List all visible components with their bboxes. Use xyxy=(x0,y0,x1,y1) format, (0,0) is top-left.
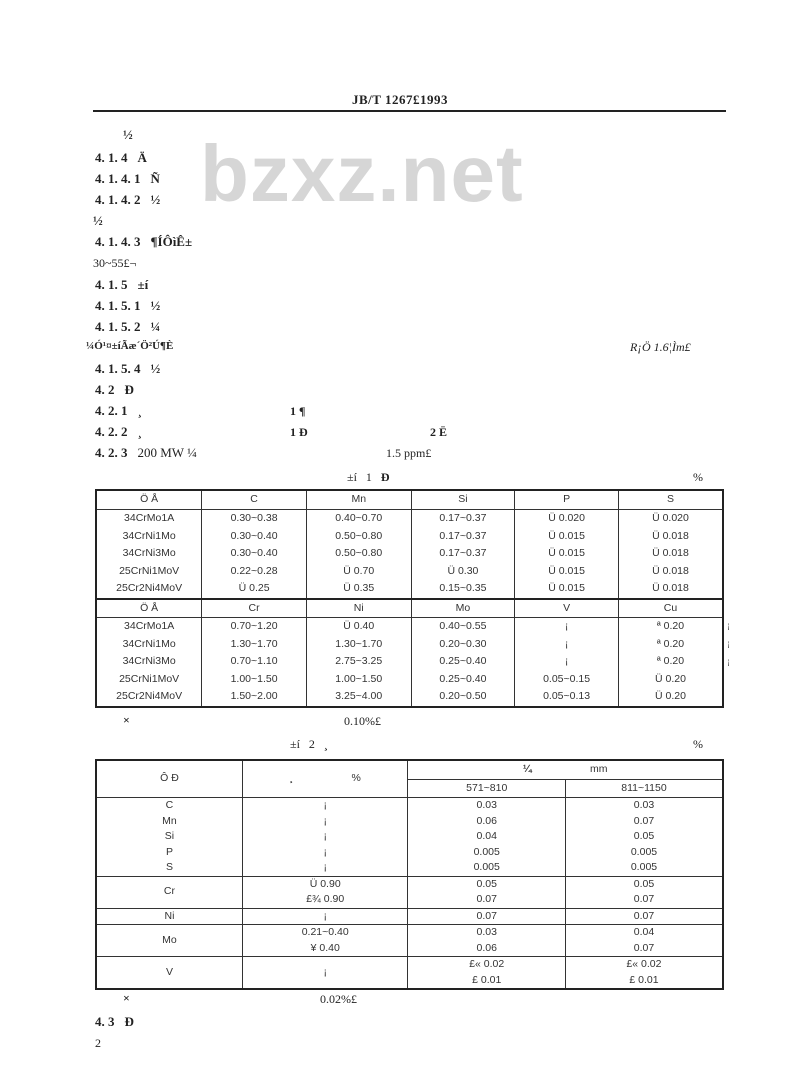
section-4-2: 4. 2 Ð xyxy=(95,382,134,397)
table1-unit: % xyxy=(693,470,703,484)
table-row: 25Cr2Ni4MoV 1.50~2.00 3.25~4.00 0.20~0.50 0.05~0.13 Ü 0.20 xyxy=(96,688,723,707)
table-row: 25CrNi1MoV 1.00~1.50 1.00~1.50 0.25~0.40 0.05~0.15 Ü 0.20 xyxy=(96,671,723,689)
text-line: ¼Ó¹¤±íÃæ´Ö²Ú¶È xyxy=(86,340,174,352)
table-row: Ni ¡ 0.07 0.07 xyxy=(96,908,723,925)
table-row: 25CrNi1MoV 0.22~0.28 Ü 0.70 Ü 0.30 Ü 0.015 Ü 0.018 xyxy=(96,563,723,581)
section-4-2-1: 4. 2. 1 ¸ xyxy=(95,403,142,418)
edge-mark: ¡ xyxy=(727,620,730,630)
table-row: Cr Ü 0.90 0.05 0.05 xyxy=(96,876,723,892)
section-4-3: 4. 3 Ð xyxy=(95,1014,134,1029)
table-header-row: Ö Å C Mn Si P S xyxy=(96,490,723,510)
table-row: 34CrNi1Mo 0.30~0.40 0.50~0.80 0.17~0.37 Ü 0.015 Ü 0.018 xyxy=(96,528,723,546)
section-4-1-4-2: 4. 1. 4. 2 ½ xyxy=(95,192,161,207)
table-2 xyxy=(95,759,724,990)
table1-note-label: × xyxy=(123,713,130,727)
table-row: Mo 0.21~0.40 0.03 0.04 xyxy=(96,925,723,941)
header-rule xyxy=(93,110,726,112)
section-4-1-4: 4. 1. 4 Ä xyxy=(95,150,147,165)
table-row: ¥ 0.40 0.06 0.07 xyxy=(96,941,723,957)
roughness-value: R¡Ö 1.6¦Ìm£ xyxy=(630,340,691,354)
table-row: 34CrMo1A 0.70~1.20 Ü 0.40 0.40~0.55 ¡ ª 0.20 xyxy=(96,618,723,636)
edge-mark: ¡ xyxy=(727,656,730,666)
document-header: JB/T 1267£1993 xyxy=(352,92,448,107)
section-4-1-5: 4. 1. 5 ±í xyxy=(95,277,149,292)
table2-note-value: 0.02%£ xyxy=(320,992,357,1006)
table-header-row: Ô Ð ¸ % ¼ mm xyxy=(96,760,723,779)
table-ref-1: 1 ¶ xyxy=(290,404,306,418)
table-header-row: Ö Å Cr Ni Mo V Cu xyxy=(96,599,723,618)
table2-note-label: × xyxy=(123,991,130,1005)
table2-caption: ±í 2 ¸ xyxy=(290,737,328,751)
section-4-2-3: 4. 2. 3 200 MW ¼ xyxy=(95,445,197,460)
table-row: C ¡ 0.03 0.03 xyxy=(96,798,723,814)
table-row: Si ¡ 0.04 0.05 xyxy=(96,829,723,845)
ppm-value: 1.5 ppm£ xyxy=(386,446,432,460)
page-number: 2 xyxy=(95,1036,101,1050)
header-group: ¼ mm xyxy=(408,760,723,779)
text-line: ½ xyxy=(123,127,133,142)
table-row: 34CrMo1A 0.30~0.38 0.40~0.70 0.17~0.37 Ü 0.020 Ü 0.020 xyxy=(96,510,723,528)
table-ref-2: 2 Ë xyxy=(430,425,448,439)
table-row: P ¡ 0.005 0.005 xyxy=(96,845,723,861)
text-line: 30~55£¬ xyxy=(93,256,137,270)
section-4-1-4-1: 4. 1. 4. 1 Ñ xyxy=(95,171,160,186)
section-4-1-5-1: 4. 1. 5. 1 ½ xyxy=(95,298,161,313)
text-line: ½ xyxy=(93,213,103,228)
table-row: S ¡ 0.005 0.005 xyxy=(96,860,723,876)
watermark: bzxz.net xyxy=(200,129,524,218)
table-ref-1b: 1 Ð xyxy=(290,425,308,439)
table-row: 25Cr2Ni4MoV Ü 0.25 Ü 0.35 0.15~0.35 Ü 0.015 Ü 0.018 xyxy=(96,580,723,599)
table-row: 34CrNi3Mo 0.70~1.10 2.75~3.25 0.25~0.40 ¡ ª 0.20 xyxy=(96,653,723,671)
table-row: V ¡ £« 0.02 £« 0.02 xyxy=(96,957,723,973)
table-row: 34CrNi1Mo 1.30~1.70 1.30~1.70 0.20~0.30 ¡ ª 0.20 xyxy=(96,636,723,654)
section-4-2-2: 4. 2. 2 ¸ xyxy=(95,424,142,439)
section-4-1-5-4: 4. 1. 5. 4 ½ xyxy=(95,361,161,376)
header-col2: ¸ % xyxy=(242,760,408,798)
table1-caption: ±í 1 Ð xyxy=(347,470,390,484)
section-4-1-5-2: 4. 1. 5. 2 ¼ xyxy=(95,319,161,334)
edge-mark: ¡ xyxy=(727,638,730,648)
table-header-row: 571~810 811~1150 xyxy=(96,779,723,798)
section-4-1-4-3: 4. 1. 4. 3 ¶ÍÔìÊ± xyxy=(95,234,193,249)
table-row: 34CrNi3Mo 0.30~0.40 0.50~0.80 0.17~0.37 Ü 0.015 Ü 0.018 xyxy=(96,545,723,563)
table-1 xyxy=(95,489,724,708)
table1-note-value: 0.10%£ xyxy=(344,714,381,728)
table-row: Mn ¡ 0.06 0.07 xyxy=(96,814,723,830)
table2-unit: % xyxy=(693,737,703,751)
table-row: £ 0.01 £ 0.01 xyxy=(96,973,723,990)
table-row: £¾ 0.90 0.07 0.07 xyxy=(96,892,723,908)
